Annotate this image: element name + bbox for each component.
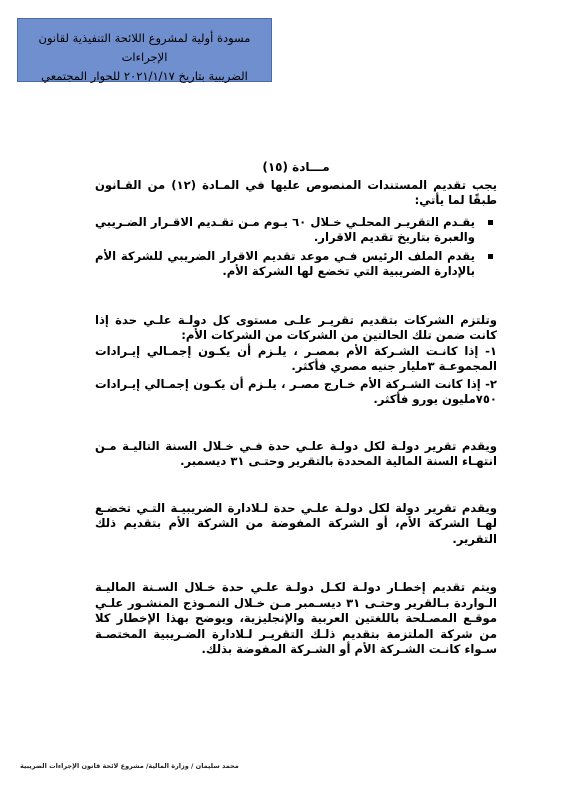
paragraph-report-deadline: ويقدم تقرير دولـة لكل دولـة علـي حدة فـي خـلال السنة التاليـة مـن انتهـاء السنة المالية المحددة بالتقرير وحتـى ٣١ ديسمبر. <box>95 438 497 468</box>
submission-bullet-list <box>95 215 497 280</box>
draft-notice-box <box>17 18 272 82</box>
cases-list <box>95 344 497 408</box>
case-item-parent-in-egypt: ١- إذا كانـت الشـركة الأم بمصـر ، يلـزم أن يكـون إجمـالي إيـرادات المجموعـة ٣مليار جنيه مصري فأكثر. <box>95 343 497 373</box>
case-item-parent-outside-egypt: ٢- إذا كانت الشـركة الأم خـارج مصـر ، يلـزم أن يكـون إجمـالي إيـرادات ٧٥٠مليون يورو فأكثر. <box>95 376 497 406</box>
paragraph-companies-obligation: وتلتزم الشركات بتقديم تقريـر علـى مستوى كل دولـة علـي حدة إذا كانت ضمن تلك الحالتين من الشركات من الشركات الأم: <box>95 312 497 342</box>
square-bullet-icon <box>488 254 493 259</box>
page-footer: محمد سليمان / وزارة المالية/ مشروع لائحة قانون الإجراءات الضريبية <box>20 762 239 770</box>
draft-notice-line-1: مسودة أولية لمشروع اللائحة التنفيذية لقانون الإجراءات <box>38 31 251 64</box>
draft-notice-line-2: الضريبية بتاريخ ٢٠٢١/١/١٧ للحوار المجتمعي <box>41 69 248 83</box>
article-body <box>95 160 497 658</box>
bullet-text-local-report: يقـدم التقريـر المحلـي خـلال ٦٠ يـوم مـن تقـديم الاقـرار الضـريبي والعبرة بتاريخ تقديم الاقرار. <box>95 214 475 244</box>
list-item <box>95 249 475 280</box>
paragraph-tax-authority: ويقدم تقرير دولة لكل دولـة علـي حدة لـلادارة الضريبيـة التـي تخضـع لهـا الشركة الأم، أو الشركة المفوضة من الشركة الأم بتقديم ذلك التقرير. <box>95 500 497 546</box>
list-item <box>95 215 475 246</box>
bullet-text-master-file: يقدم الملف الرئيس فـي موعد تقديم الاقرار الضريبي للشركة الأم بالإدارة الضريبية التي تخضع لها الشركة الأم. <box>95 248 475 278</box>
article-intro: يجب تقديم المستندات المنصوص عليها في المـادة (١٢) من القـانون طبقًا لما يأتي: <box>95 177 497 207</box>
paragraph-notification: ويتم تقديم إخطـار دولـة لكـل دولـة علـي حدة خـلال السـنة الماليـة الـواردة بـالقرير وحتـى ٣١ ديسـمبر مـن خـلال النمـوذج المنشـور علـي موقـع المصـلحة باللغتين العربية والإنجليزية، ويوضح بهذا الإخطار كلا من شركة الملتزمة بتقديم ذلـك التقريـر لـلادارة الضـريبية المختصـة سـواء كانـت الشـركة الأم أو الشـركة المفوضة بذلك. <box>95 580 497 656</box>
square-bullet-icon <box>488 220 493 225</box>
article-title: مـــادة (١٥) <box>262 160 330 174</box>
